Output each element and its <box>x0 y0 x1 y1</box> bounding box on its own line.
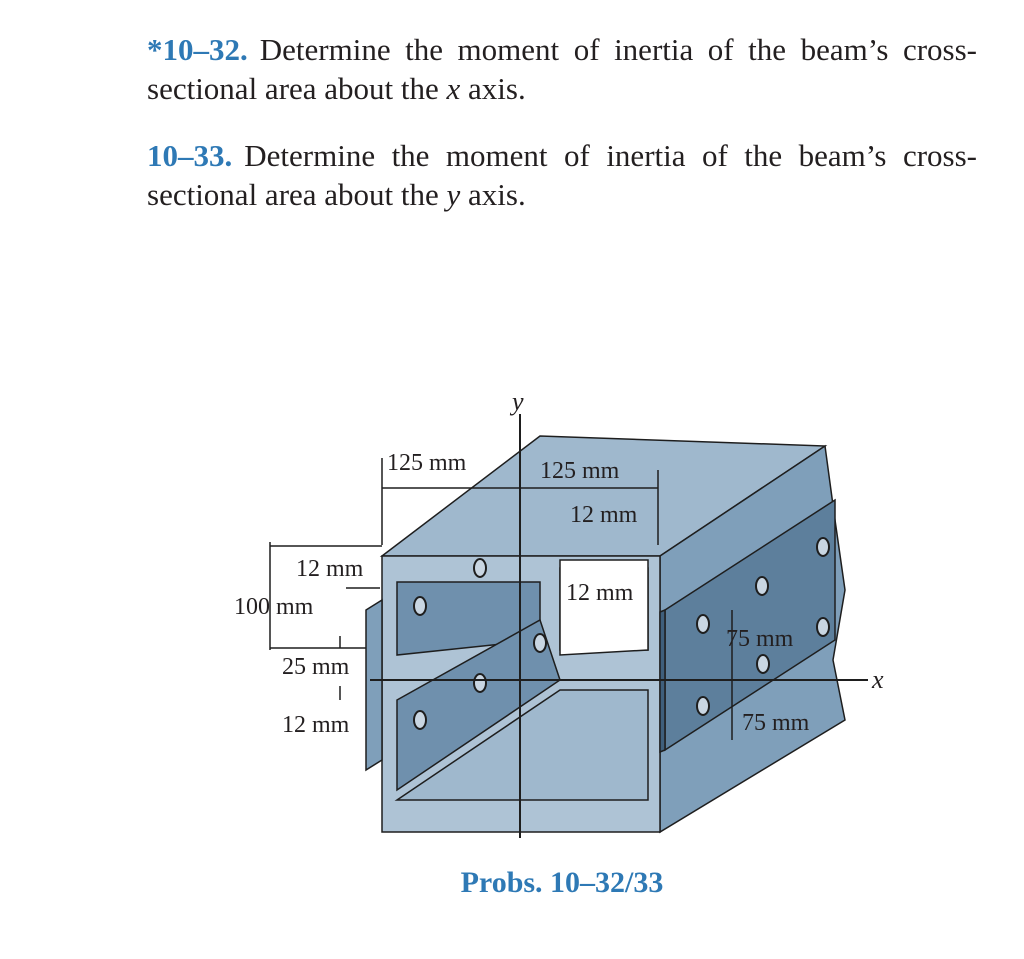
problem-number: 10–33. <box>147 138 233 173</box>
problem-text: Determine the moment of inertia of the beam’s cross-sectional area about the <box>147 138 977 212</box>
dim-height-100mm: 100 mm <box>234 594 314 620</box>
bolt-icon <box>756 577 768 595</box>
problem-number: *10–32. <box>147 32 248 67</box>
dim-plate-75mm-upper: 75 mm <box>726 626 794 652</box>
dim-plate-75mm-lower: 75 mm <box>742 710 810 736</box>
problem-text-end: axis. <box>460 71 526 106</box>
dim-top-width-right: 125 mm <box>540 458 620 484</box>
bolt-icon <box>414 711 426 729</box>
bolt-icon <box>534 634 546 652</box>
figure-caption-text: Probs. 10–32/33 <box>460 866 664 899</box>
y-axis-label: y <box>512 387 524 416</box>
left-plate <box>366 600 382 770</box>
bolt-icon <box>817 618 829 636</box>
dim-flange-thickness-top: 12 mm <box>570 502 638 528</box>
problem-text-end: axis. <box>460 177 526 212</box>
bolt-icon <box>697 615 709 633</box>
dim-gap-25mm: 25 mm <box>282 654 350 680</box>
bolt-icon <box>474 559 486 577</box>
bolt-icon <box>414 597 426 615</box>
bolt-icon <box>757 655 769 673</box>
dim-left-12mm-upper: 12 mm <box>296 556 364 582</box>
problem-10-32 <box>147 30 977 108</box>
dim-web-thickness: 12 mm <box>566 580 634 606</box>
x-axis-label: x <box>872 665 884 694</box>
bolt-icon <box>817 538 829 556</box>
bolt-icon <box>474 674 486 692</box>
problem-text: Determine the moment of inertia of the beam’s cross-sectional area about the <box>147 32 977 106</box>
problem-10-33 <box>147 136 977 214</box>
figure-caption <box>0 866 1024 900</box>
beam-cross-section-figure <box>0 380 1024 860</box>
bolt-icon <box>697 697 709 715</box>
problem-axis: x <box>446 71 461 106</box>
dim-left-12mm-lower: 12 mm <box>282 712 350 738</box>
problem-axis: y <box>446 177 461 212</box>
dim-top-width-left: 125 mm <box>387 450 467 476</box>
inner-opening <box>560 560 648 655</box>
